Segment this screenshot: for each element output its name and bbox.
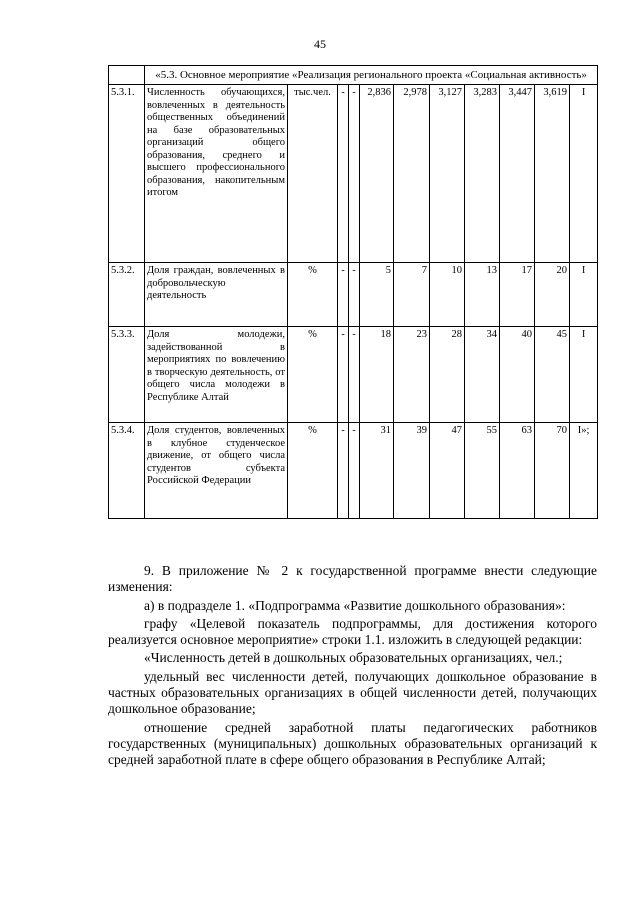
section-title: «5.3. Основное мероприятие «Реализация регионального проекта «Социальная активность» xyxy=(145,66,598,85)
value-cell: 55 xyxy=(465,423,500,519)
dash-cell: - xyxy=(338,327,349,423)
value-cell: 5 xyxy=(360,263,394,327)
value-cell: 3,127 xyxy=(430,85,465,263)
row-number: 5.3.2. xyxy=(109,263,145,327)
value-cell: 31 xyxy=(360,423,394,519)
dash-cell: - xyxy=(338,263,349,327)
dash-cell: - xyxy=(349,423,360,519)
paragraph: графу «Целевой показатель подпрограммы, для достижения которого реализуется основное мероприятие» строки 1.1. изложить в следующей редакции: xyxy=(108,615,597,648)
body-text xyxy=(108,563,597,769)
indicator-name: Доля молодежи, задействованной в мероприятиях по вовлечению в творческую деятельность, от общего числа молодежи в Республике Алтай xyxy=(145,327,288,423)
row-number: 5.3.4. xyxy=(109,423,145,519)
paragraph: «Численность детей в дошкольных образовательных организациях, чел.; xyxy=(144,650,563,666)
value-cell: 45 xyxy=(535,327,570,423)
value-cell: 18 xyxy=(360,327,394,423)
indicators-table xyxy=(108,65,598,519)
value-cell: 34 xyxy=(465,327,500,423)
blank-cell xyxy=(109,66,145,85)
value-cell: 28 xyxy=(430,327,465,423)
value-cell: 13 xyxy=(465,263,500,327)
unit-cell: % xyxy=(288,263,338,327)
value-cell: 20 xyxy=(535,263,570,327)
indicator-name: Доля граждан, вовлеченных в добровольческую деятельность xyxy=(145,263,288,327)
paragraph: удельный вес численности детей, получающих дошкольное образование в частных образовательных организациях в общей численности детей, получающих дошкольное образование; xyxy=(108,668,597,717)
value-cell: 63 xyxy=(500,423,535,519)
value-cell: 40 xyxy=(500,327,535,423)
type-cell: I xyxy=(570,263,598,327)
value-cell: 3,283 xyxy=(465,85,500,263)
type-cell: I xyxy=(570,327,598,423)
indicator-name: Доля студентов, вовлеченных в клубное студенческое движение, от общего числа студентов субъекта Российской Федерации xyxy=(145,423,288,519)
value-cell: 70 xyxy=(535,423,570,519)
table-row xyxy=(109,263,598,327)
row-number: 5.3.3. xyxy=(109,327,145,423)
value-cell: 47 xyxy=(430,423,465,519)
value-cell: 17 xyxy=(500,263,535,327)
table-row xyxy=(109,423,598,519)
dash-cell: - xyxy=(338,423,349,519)
value-cell: 3,447 xyxy=(500,85,535,263)
indicator-name: Численность обучающихся, вовлеченных в деятельность общественных объединений на базе образовательных организаций общего образования, среднего и высшего профессионального образования, накопительным итогом xyxy=(145,85,288,263)
type-cell: I»; xyxy=(570,423,598,519)
page-number: 45 xyxy=(314,37,326,51)
unit-cell: тыс.чел. xyxy=(288,85,338,263)
type-cell: I xyxy=(570,85,598,263)
value-cell: 10 xyxy=(430,263,465,327)
paragraph: отношение средней заработной платы педагогических работников государственных (муниципальных) дошкольных образовательных организаций к средней заработной плате в сфере общего образования в Республике Алтай; xyxy=(108,719,597,768)
dash-cell: - xyxy=(338,85,349,263)
value-cell: 3,619 xyxy=(535,85,570,263)
value-cell: 2,836 xyxy=(360,85,394,263)
dash-cell: - xyxy=(349,85,360,263)
unit-cell: % xyxy=(288,423,338,519)
value-cell: 2,978 xyxy=(394,85,430,263)
paragraph: а) в подразделе 1. «Подпрограмма «Развитие дошкольного образования»: xyxy=(144,597,566,613)
dash-cell: - xyxy=(349,327,360,423)
value-cell: 23 xyxy=(394,327,430,423)
value-cell: 7 xyxy=(394,263,430,327)
table-row xyxy=(109,85,598,263)
section-title-row xyxy=(109,66,598,85)
dash-cell: - xyxy=(349,263,360,327)
table-row xyxy=(109,327,598,423)
row-number: 5.3.1. xyxy=(109,85,145,263)
paragraph: 9. В приложение № 2 к государственной программе внести следующие изменения: xyxy=(108,563,597,595)
value-cell: 39 xyxy=(394,423,430,519)
unit-cell: % xyxy=(288,327,338,423)
